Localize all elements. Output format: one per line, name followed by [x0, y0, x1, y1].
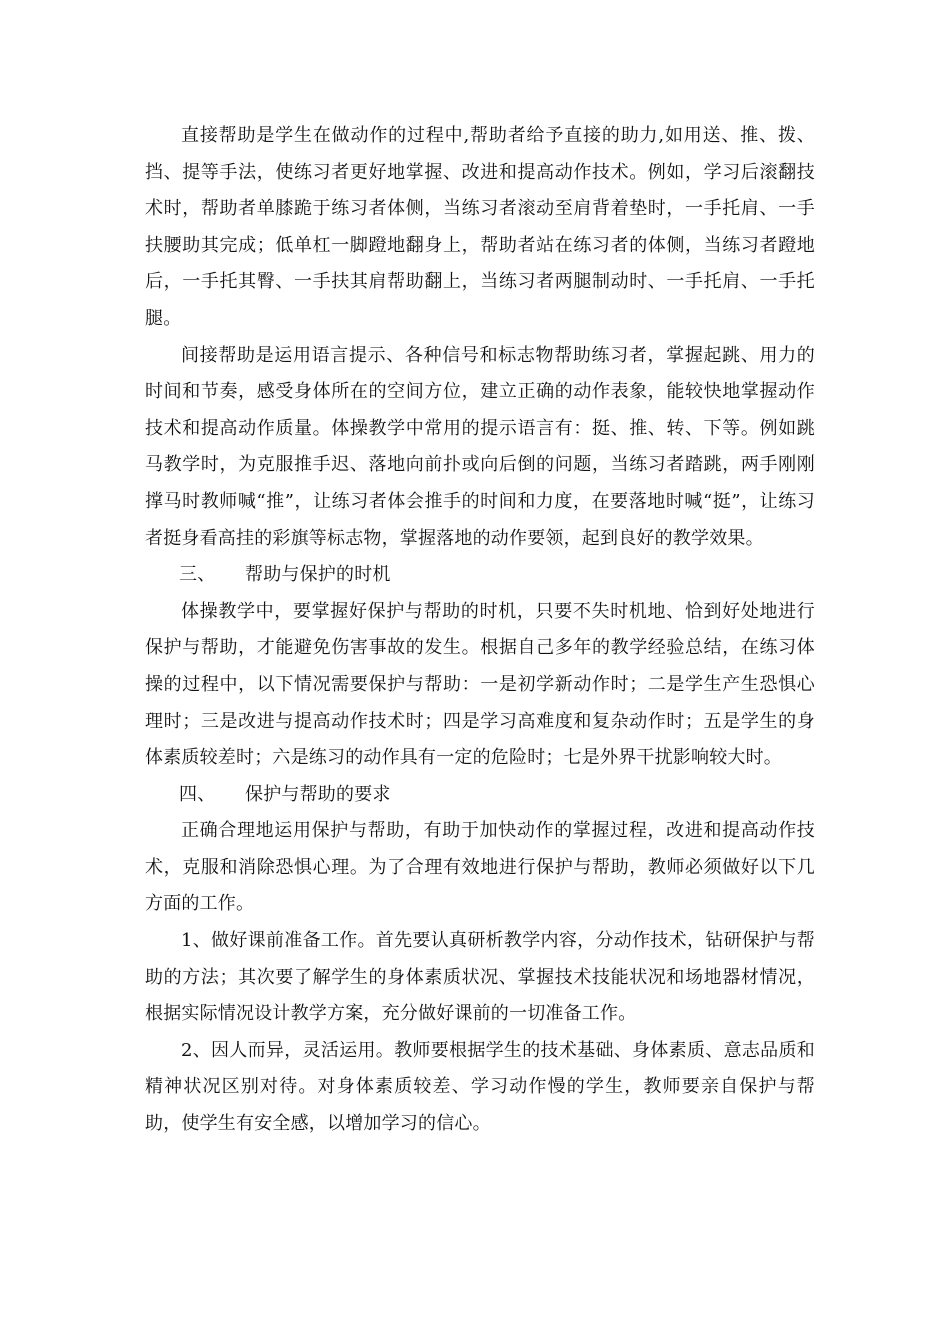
paragraph-indirect-help: 间接帮助是运用语言提示、各种信号和标志物帮助练习者，掌握起跳、用力的时间和节奏，感受身体所在的空间方位，建立正确的动作表象，能较快地掌握动作技术和提高动作质量。体操教学中常用的提示语言有：挺、推、转、下等。例如跳马教学时，为克服推手迟、落地向前扑或向后倒的问题，当练习者踏跳，两手刚刚撑马时教师喊“推”，让练习者体会推手的时间和力度，在要落地时喊“挺”，让练习者挺身看高挂的彩旗等标志物，掌握落地的动作要领，起到良好的教学效果。: [145, 344, 815, 549]
paragraph-direct-help: 直接帮助是学生在做动作的过程中,帮助者给予直接的助力,如用送、推、拨、挡、提等手法，使练习者更好地掌握、改进和提高动作技术。例如，学习后滚翻技术时，帮助者单膝跪于练习者体侧，当练习者滚动至肩背着垫时，一手托肩、一手扶腰助其完成；低单杠一脚蹬地翻身上，帮助者站在练习者的体侧，当练习者蹬地后，一手托其臀、一手扶其肩帮助翻上，当练习者两腿制动时、一手托肩、一手托腿。: [145, 125, 815, 329]
section-heading-requirements: [145, 777, 815, 814]
section-heading-timing: [145, 557, 815, 594]
paragraph-requirements-intro: 正确合理地运用保护与帮助，有助于加快动作的掌握过程，改进和提高动作技术，克服和消除恐惧心理。为了合理有效地进行保护与帮助，教师必须做好以下几方面的工作。: [145, 820, 815, 915]
section-title: 帮助与保护的时机: [245, 564, 391, 586]
section-number: 四、: [179, 783, 216, 805]
paragraph-requirement-1: 1、做好课前准备工作。首先要认真研析教学内容，分动作技术，钻研保护与帮助的方法；其次要了解学生的身体素质状况、掌握技术技能状况和场地器材情况，根据实际情况设计教学方案，充分做好课前的一切准备工作。: [145, 930, 815, 1025]
section-number: 三、: [179, 564, 216, 586]
paragraph-timing: 体操教学中，要掌握好保护与帮助的时机，只要不失时机地、恰到好处地进行保护与帮助，才能避免伤害事故的发生。根据自己多年的教学经验总结，在练习体操的过程中，以下情况需要保护与帮助：一是初学新动作时；二是学生产生恐惧心理时；三是改进与提高动作技术时；四是学习高难度和复杂动作时；五是学生的身体素质较差时；六是练习的动作具有一定的危险时；七是外界干扰影响较大时。: [145, 600, 815, 769]
document-body: [145, 118, 815, 1143]
section-title: 保护与帮助的要求: [245, 783, 391, 805]
paragraph-requirement-2: 2、因人而异，灵活运用。教师要根据学生的技术基础、身体素质、意志品质和精神状况区别对待。对身体素质较差、学习动作慢的学生，教师要亲自保护与帮助，使学生有安全感，以增加学习的信心。: [145, 1039, 815, 1135]
